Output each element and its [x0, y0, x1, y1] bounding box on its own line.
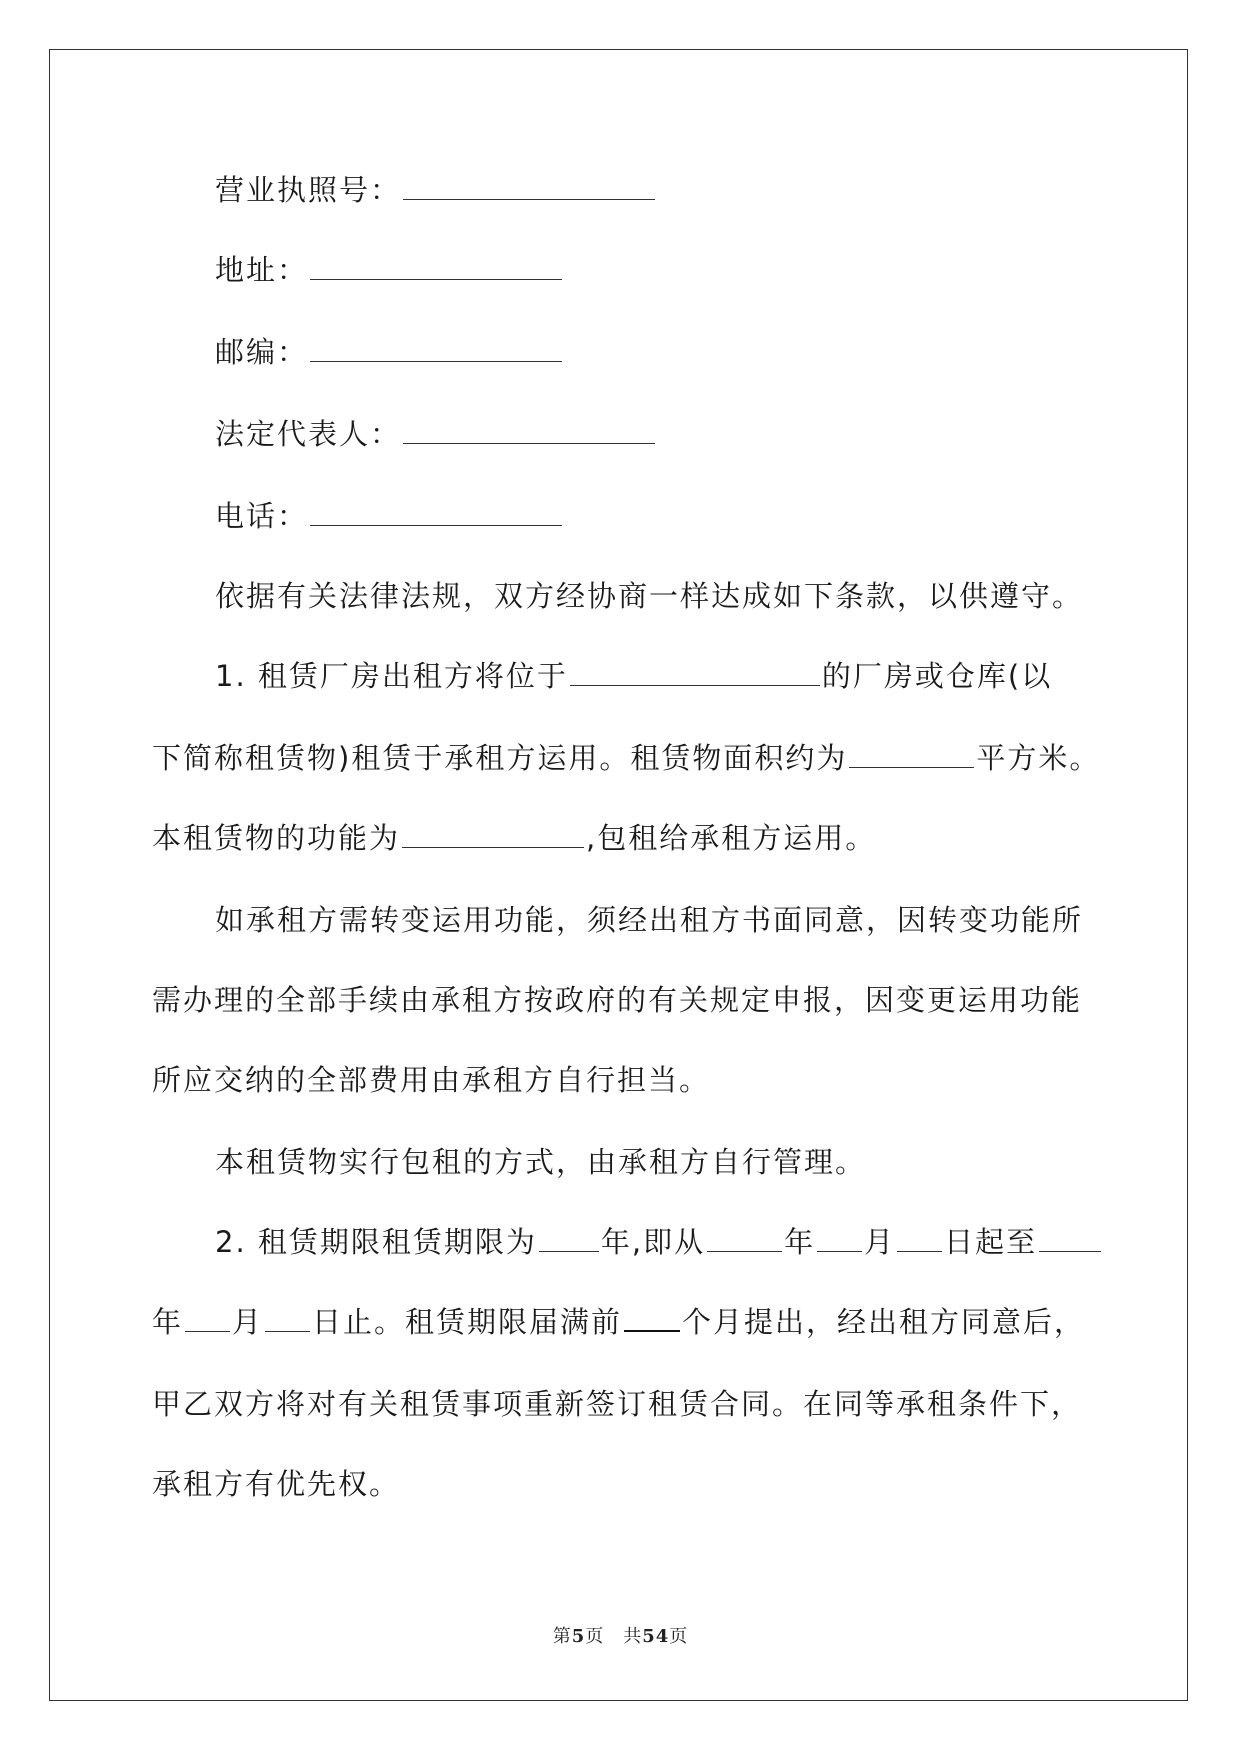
page-footer [0, 1622, 1241, 1648]
license-blank[interactable] [403, 173, 655, 200]
clause2-line4: 承租方有优先权。 [152, 1467, 401, 1501]
total-pages: 54 [642, 1626, 670, 1647]
legal-rep-label: 法定代表人： [215, 417, 402, 451]
clause1-line1 [215, 656, 1052, 696]
clause2-text: 年,即从 [600, 1225, 706, 1259]
footer-text: 页 共 [585, 1626, 643, 1647]
clause2-line3: 甲乙双方将对有关租赁事项重新签订租赁合同。在同等承租条件下， [152, 1387, 1083, 1421]
end-month-blank[interactable] [185, 1305, 230, 1332]
clause1-text: 下简称租赁物)租赁于承租方运用。租赁物面积约为 [152, 741, 848, 775]
clause2-text: 年 [152, 1305, 184, 1339]
address-field [215, 250, 564, 290]
page-border [49, 49, 1188, 1701]
clause1-para2-line2: 需办理的全部手续由承租方按政府的有关规定申报，因变更运用功能 [152, 983, 1083, 1017]
start-year-blank[interactable] [707, 1225, 782, 1252]
phone-field [215, 496, 564, 536]
phone-blank[interactable] [310, 499, 562, 526]
clause1-text: 本租赁物的功能为 [152, 821, 401, 855]
clause1-para2-line3: 所应交纳的全部费用由承租方自行担当。 [152, 1063, 711, 1097]
postcode-field [215, 332, 564, 372]
page-number: 5 [571, 1626, 586, 1647]
clause2-text: 月 [232, 1305, 264, 1339]
start-day-blank[interactable] [897, 1225, 942, 1252]
address-label: 地址： [215, 253, 309, 287]
clause1-text: 1. 租赁厂房出租方将位于 [215, 659, 568, 693]
clause2-text: 个月提出，经出租方同意后， [682, 1305, 1086, 1339]
notice-months-blank[interactable] [624, 1304, 680, 1332]
phone-label: 电话： [215, 499, 309, 533]
footer-text: 第 [552, 1626, 572, 1647]
legal-rep-blank[interactable] [403, 417, 655, 444]
end-day-blank[interactable] [265, 1305, 310, 1332]
intro-paragraph: 依据有关法律法规，双方经协商一样达成如下条款，以供遵守。 [215, 579, 1084, 613]
end-year-blank[interactable] [1039, 1225, 1101, 1252]
clause1-para3: 本租赁物实行包租的方式，由承租方自行管理。 [215, 1145, 867, 1179]
footer-text: 页 [669, 1626, 689, 1647]
clause2-text: 日起至 [944, 1225, 1038, 1259]
license-label: 营业执照号： [215, 173, 402, 207]
clause2-line2 [152, 1302, 1085, 1342]
clause1-text: ,包租给承租方运用。 [586, 821, 877, 855]
license-field [215, 170, 657, 210]
start-month-blank[interactable] [817, 1225, 862, 1252]
clause1-text: 的厂房或仓库(以 [821, 659, 1053, 693]
clause1-line2 [152, 738, 1100, 778]
clause2-text: 2. 租赁期限租赁期限为 [215, 1225, 537, 1259]
clause2-line1 [215, 1222, 1103, 1262]
function-blank[interactable] [402, 821, 584, 848]
clause2-text: 年 [784, 1225, 816, 1259]
legal-rep-field [215, 414, 657, 454]
clause2-text: 日止。租赁期限届满前 [312, 1305, 623, 1339]
clause2-text: 月 [864, 1225, 896, 1259]
clause1-line3 [152, 818, 876, 858]
area-blank[interactable] [849, 741, 974, 768]
postcode-label: 邮编： [215, 335, 309, 369]
clause1-para2-line1: 如承租方需转变运用功能，须经出租方书面同意，因转变功能所 [215, 903, 1084, 937]
address-blank[interactable] [310, 253, 562, 280]
location-blank[interactable] [570, 659, 820, 686]
postcode-blank[interactable] [310, 335, 562, 362]
term-years-blank[interactable] [539, 1225, 599, 1252]
clause1-text: 平方米。 [976, 741, 1101, 775]
